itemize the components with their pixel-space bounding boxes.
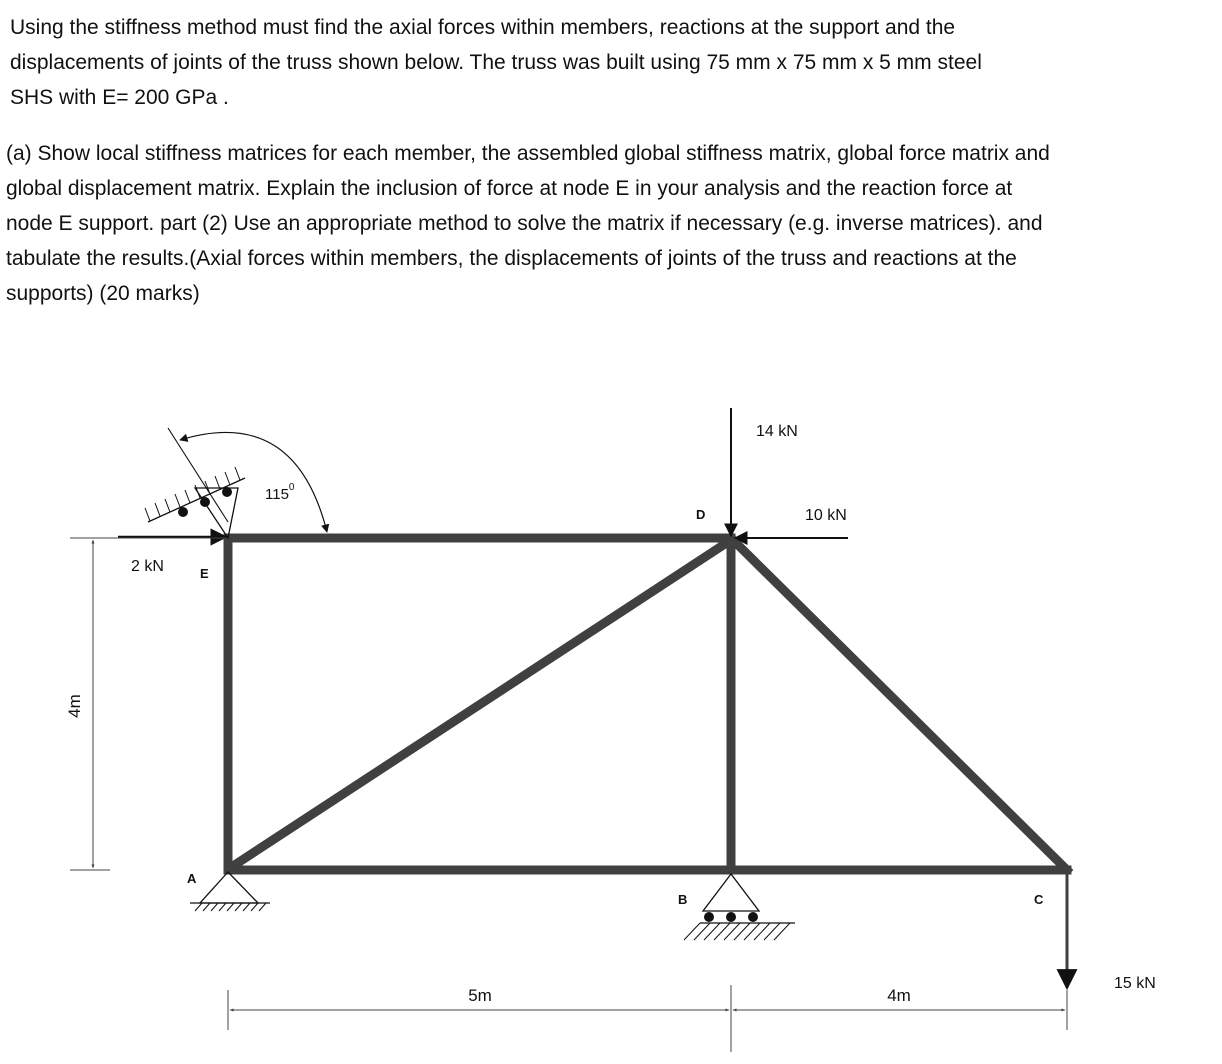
truss-members bbox=[228, 538, 1067, 870]
part-a-line: tabulate the results.(Axial forces within members, the displacements of joints of the truss and reactions at the bbox=[6, 247, 1017, 270]
pin-support-a bbox=[190, 872, 270, 911]
load-label-c-vertical: 15 kN bbox=[1114, 975, 1156, 992]
intro-line: SHS with E= 200 GPa . bbox=[10, 86, 229, 109]
node-label-b: B bbox=[678, 892, 688, 907]
roller-support-b bbox=[684, 874, 795, 940]
node-label-c: C bbox=[1034, 892, 1044, 907]
node-label-a: A bbox=[187, 871, 197, 886]
span-label-ab: 5m bbox=[468, 986, 492, 1005]
part-a-line: global displacement matrix. Explain the inclusion of force at node E in your analysis and the reaction force at bbox=[6, 177, 1013, 200]
load-label-d-horizontal: 10 kN bbox=[805, 507, 847, 524]
load-label-d-vertical: 14 kN bbox=[756, 423, 798, 440]
part-a-line: supports) (20 marks) bbox=[6, 282, 200, 305]
member-dc bbox=[733, 540, 1067, 870]
span-dimensions bbox=[228, 985, 1067, 1052]
span-label-bc: 4m bbox=[887, 986, 911, 1005]
part-a-line: node E support. part (2) Use an appropriate method to solve the matrix if necessary (e.g. inverse matrices). and bbox=[6, 212, 1043, 235]
intro-line: displacements of joints of the truss shown below. The truss was built using 75 mm x 75 mm x 5 mm steel bbox=[10, 51, 982, 74]
height-dimension bbox=[70, 538, 226, 870]
inclined-roller-support-e bbox=[145, 428, 245, 538]
node-label-d: D bbox=[696, 507, 706, 522]
member-ad bbox=[230, 540, 731, 868]
angle-label: $115^0$ bbox=[265, 482, 295, 503]
node-label-e: E bbox=[200, 566, 209, 581]
load-label-e-horizontal: 2 kN bbox=[131, 558, 164, 575]
intro-line: Using the stiffness method must find the axial forces within members, reactions at the support and the bbox=[10, 16, 956, 39]
part-a-line: (a) Show local stiffness matrices for each member, the assembled global stiffness matrix, global force matrix and bbox=[6, 142, 1050, 165]
height-label: 4m bbox=[65, 694, 84, 718]
